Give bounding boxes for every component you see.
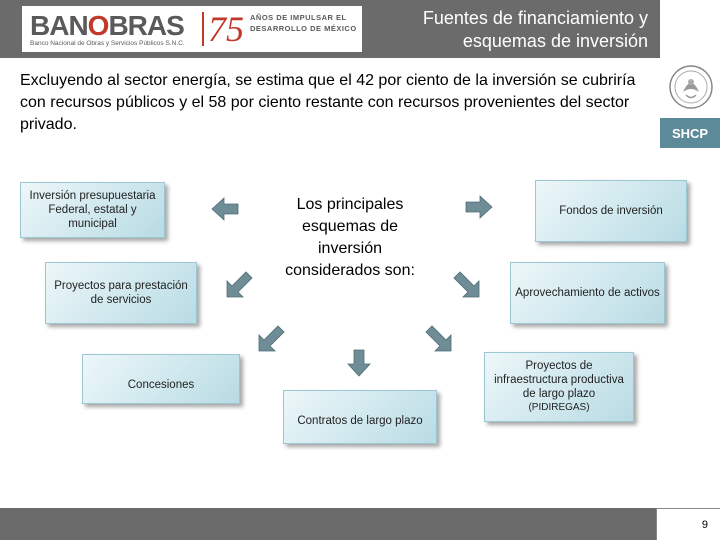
- box-pidiregas-line2: (PIDIREGAS): [528, 402, 590, 413]
- box-aprovechamiento: [510, 262, 665, 324]
- page-number: 9: [701, 519, 708, 531]
- banobras-logo: [22, 6, 362, 52]
- logo-anniversary-number: 75: [208, 9, 244, 49]
- emblem-container: [660, 58, 720, 118]
- arrow-down-left-icon: [222, 268, 256, 302]
- mexico-seal-icon: [668, 62, 714, 112]
- logo-divider: [202, 12, 204, 46]
- diagram-center-label: Los principales esquemas de inversión considerados son:: [285, 196, 415, 279]
- arrow-down-icon: [342, 346, 376, 380]
- box-aprovechamiento-text: Aprovechamiento de activos: [515, 287, 660, 299]
- box-contratos: [283, 390, 437, 444]
- footer-bar: [0, 508, 656, 540]
- box-inversion-line2: Federal, estatal y municipal: [48, 204, 137, 230]
- box-inversion-presupuestaria: [20, 182, 165, 238]
- box-pidiregas: [484, 352, 634, 422]
- header-bar: [0, 0, 660, 58]
- shcp-label: SHCP: [660, 118, 720, 148]
- logo-anniversary-text: AÑOS DE IMPULSAR EL DESARROLLO DE MÉXICO: [250, 13, 357, 33]
- logo-subtitle: Banco Nacional de Obras y Servicios Públicos S.N.C.: [30, 40, 185, 47]
- box-proyectos-servicios-text: Proyectos para prestación de servicios: [54, 280, 188, 306]
- box-inversion-line1: Inversión presupuestaria: [29, 190, 156, 202]
- intro-paragraph: Excluyendo al sector energía, se estima que el 42 por ciento de la inversión se cubriría con recursos públicos y el 58 por ciento restante con recursos provenientes del sector privado.: [20, 72, 636, 133]
- box-fondos-text: Fondos de inversión: [559, 205, 663, 217]
- arrow-down-right-icon: [422, 322, 456, 356]
- page-number-box: [656, 508, 720, 540]
- arrow-down-left-icon-2: [254, 322, 288, 356]
- arrow-left-icon: [208, 192, 242, 226]
- box-contratos-text: Contratos de largo plazo: [297, 415, 423, 427]
- logo-wordmark: BANOBRAS: [30, 10, 184, 41]
- arrow-down-right-icon-2: [450, 268, 484, 302]
- arrow-right-icon: [462, 190, 496, 224]
- box-proyectos-servicios: [45, 262, 197, 324]
- page-title: Fuentes de financiamiento y esquemas de inversión: [422, 8, 648, 51]
- box-concesiones: [82, 354, 240, 404]
- box-fondos: [535, 180, 687, 242]
- box-pidiregas-line1: Proyectos de infraestructura productiva de largo plazo: [494, 360, 624, 400]
- box-concesiones-text: Concesiones: [127, 379, 195, 391]
